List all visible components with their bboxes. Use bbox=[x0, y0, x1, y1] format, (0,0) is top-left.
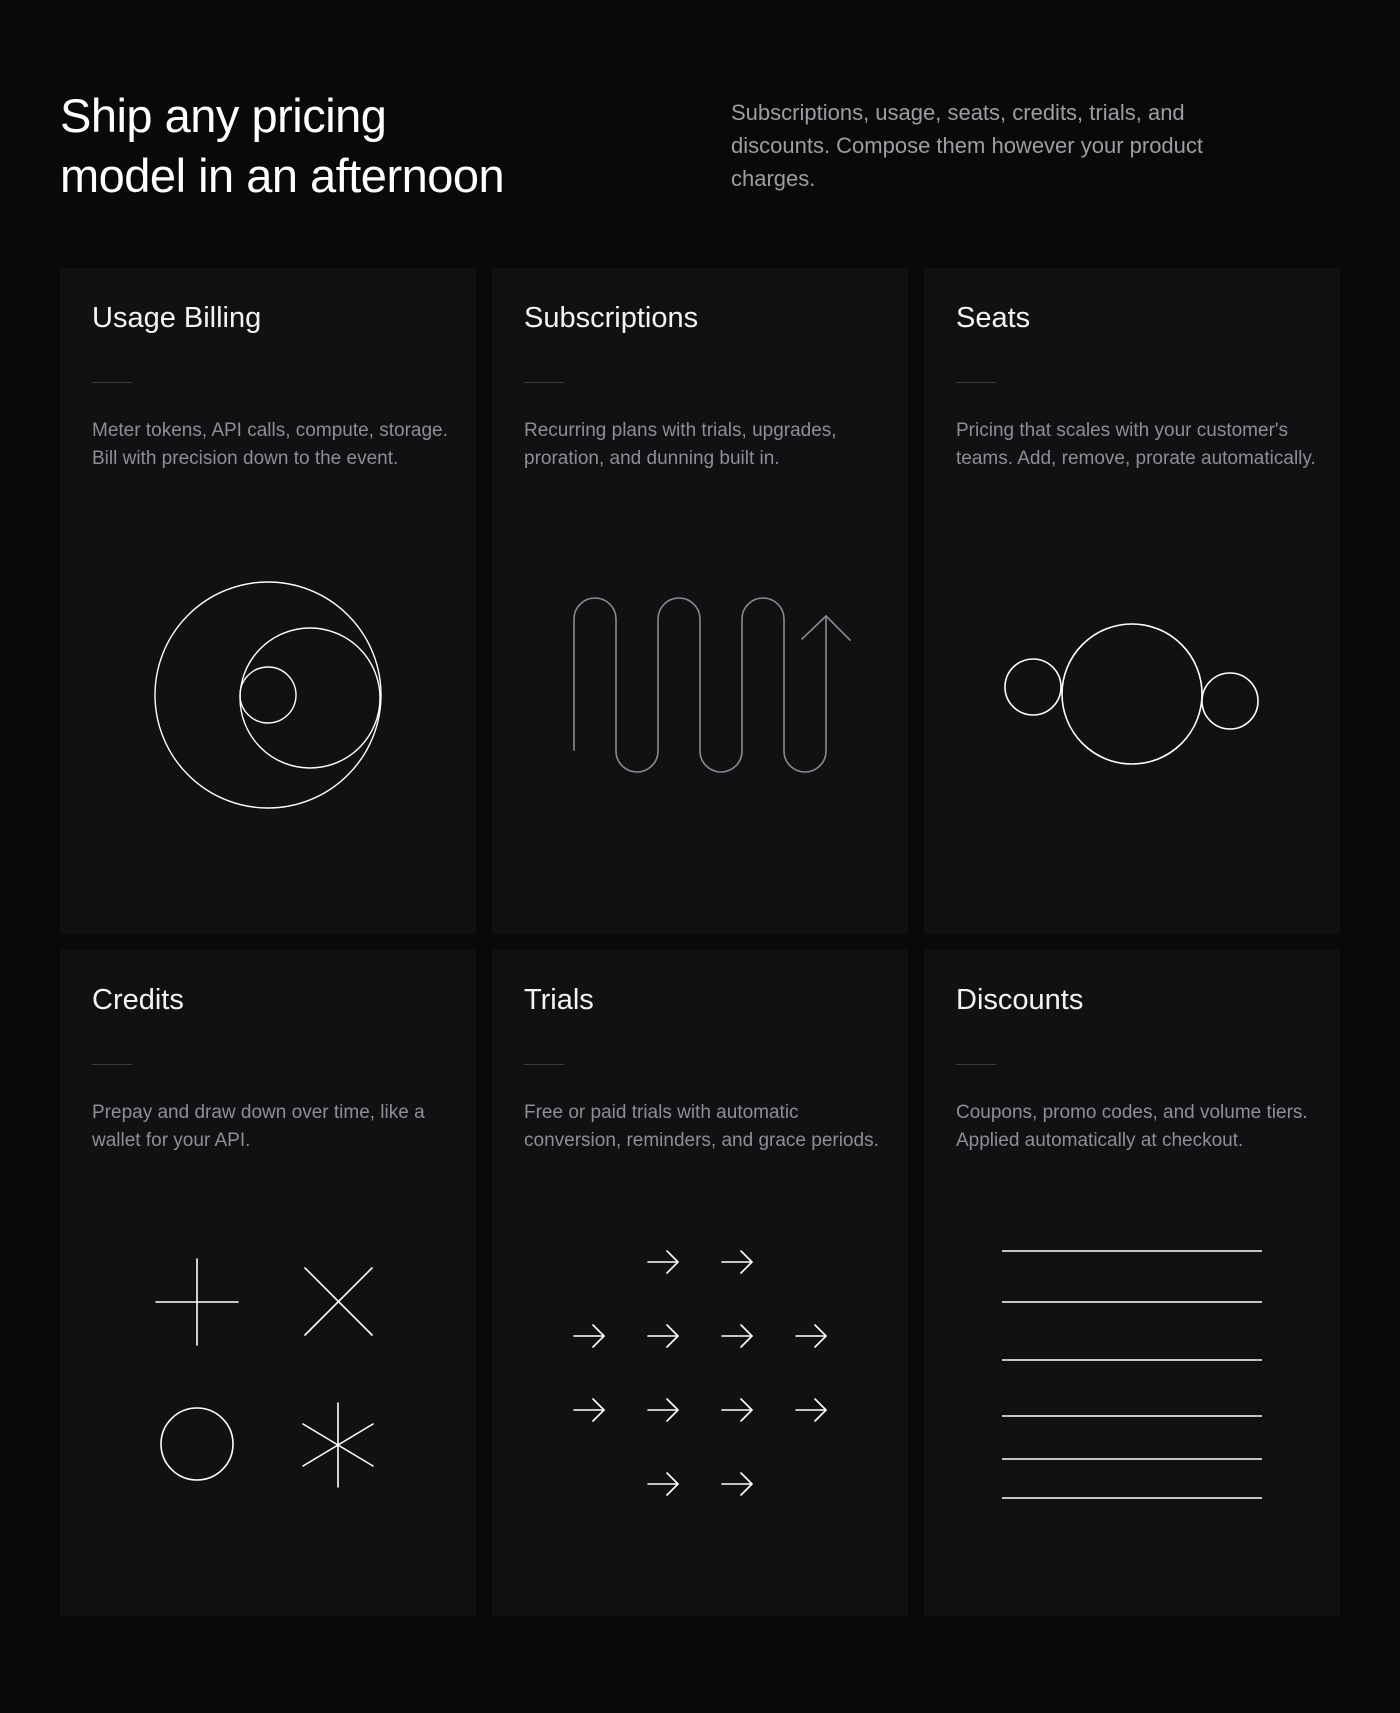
card-description: Recurring plans with trials, upgrades, proration, and dunning built in. bbox=[524, 420, 837, 469]
asterisk-icon bbox=[303, 1403, 373, 1487]
card-title: Subscriptions bbox=[524, 302, 699, 334]
trials-card bbox=[492, 950, 908, 1616]
feature-grid bbox=[60, 268, 1340, 1616]
three-circles-icon bbox=[924, 268, 1340, 934]
plus-icon bbox=[156, 1259, 238, 1345]
page-title-line-2: model in an afternoon bbox=[60, 149, 505, 202]
cross-icon bbox=[305, 1268, 372, 1335]
page-title bbox=[60, 86, 504, 206]
card-title: Credits bbox=[92, 984, 184, 1016]
horizontal-lines-icon bbox=[924, 950, 1340, 1616]
usage-billing-card bbox=[60, 268, 476, 934]
nested-circles-icon bbox=[60, 268, 476, 934]
circle-icon bbox=[161, 1408, 233, 1480]
credits-card bbox=[60, 950, 476, 1616]
card-description: Prepay and draw down over time, like a wallet for your API. bbox=[92, 1102, 425, 1151]
arrow-grid-icon bbox=[492, 950, 908, 1616]
card-description: Meter tokens, API calls, compute, storage. Bill with precision down to the event. bbox=[92, 420, 448, 469]
card-title: Usage Billing bbox=[92, 302, 262, 334]
page-title-line-1: Ship any pricing bbox=[60, 89, 387, 142]
page-subtitle: Subscriptions, usage, seats, credits, trials, and discounts. Compose them however your product charges. bbox=[731, 100, 1204, 191]
card-description: Coupons, promo codes, and volume tiers. Applied automatically at checkout. bbox=[956, 1102, 1308, 1151]
zigzag-arrow-icon bbox=[492, 268, 908, 934]
card-title: Seats bbox=[956, 302, 1031, 334]
discounts-card bbox=[924, 950, 1340, 1616]
card-description: Free or paid trials with automatic conversion, reminders, and grace periods. bbox=[524, 1102, 879, 1151]
seats-card bbox=[924, 268, 1340, 934]
card-title: Discounts bbox=[956, 984, 1084, 1016]
subscriptions-card bbox=[492, 268, 908, 934]
card-title: Trials bbox=[524, 984, 594, 1016]
plus-cross-circle-asterisk-icon bbox=[60, 950, 476, 1616]
card-description: Pricing that scales with your customer's teams. Add, remove, prorate automatically. bbox=[956, 420, 1316, 469]
